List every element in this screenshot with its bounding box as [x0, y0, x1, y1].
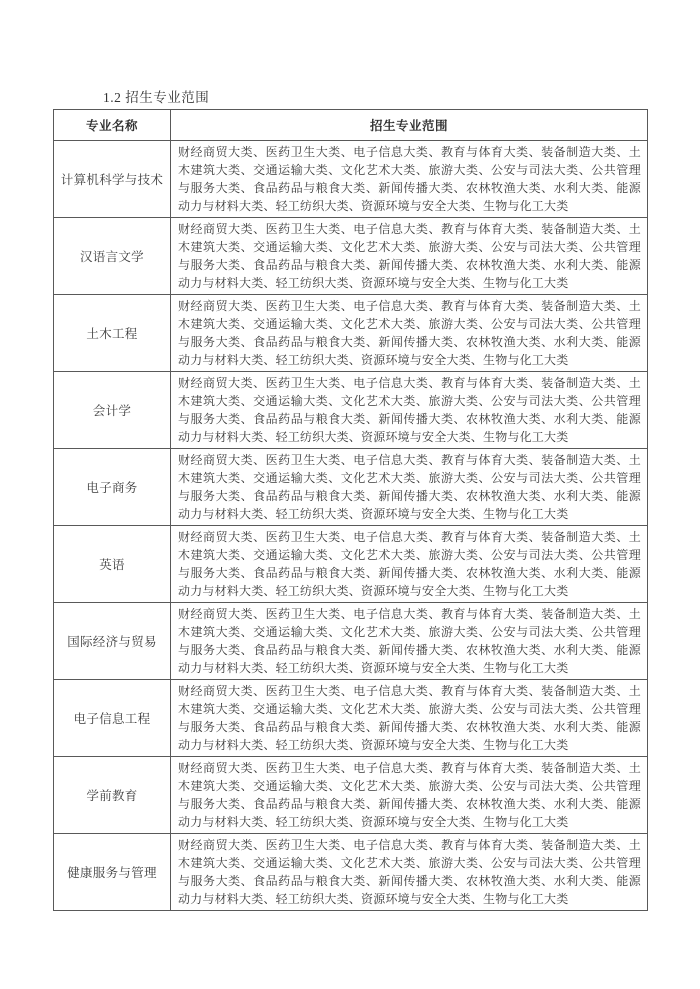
- scope-cell: 财经商贸大类、医药卫生大类、电子信息大类、教育与体育大类、装备制造大类、土木建筑大类、交通运输大类、文化艺术大类、旅游大类、公安与司法大类、公共管理与服务大类、食品药品与粮食大类、新闻传播大类、农林牧渔大类、水利大类、能源动力与材料大类、轻工纺织大类、资源环境与安全大类、生物与化工大类: [171, 295, 648, 372]
- major-name-cell: 计算机科学与技术: [54, 141, 171, 218]
- table-row: [54, 372, 648, 449]
- scope-cell: 财经商贸大类、医药卫生大类、电子信息大类、教育与体育大类、装备制造大类、土木建筑大类、交通运输大类、文化艺术大类、旅游大类、公安与司法大类、公共管理与服务大类、食品药品与粮食大类、新闻传播大类、农林牧渔大类、水利大类、能源动力与材料大类、轻工纺织大类、资源环境与安全大类、生物与化工大类: [171, 603, 648, 680]
- major-name-cell: 汉语言文学: [54, 218, 171, 295]
- table-row: [54, 680, 648, 757]
- table-row: [54, 757, 648, 834]
- scope-cell: 财经商贸大类、医药卫生大类、电子信息大类、教育与体育大类、装备制造大类、土木建筑大类、交通运输大类、文化艺术大类、旅游大类、公安与司法大类、公共管理与服务大类、食品药品与粮食大类、新闻传播大类、农林牧渔大类、水利大类、能源动力与材料大类、轻工纺织大类、资源环境与安全大类、生物与化工大类: [171, 141, 648, 218]
- scope-cell: 财经商贸大类、医药卫生大类、电子信息大类、教育与体育大类、装备制造大类、土木建筑大类、交通运输大类、文化艺术大类、旅游大类、公安与司法大类、公共管理与服务大类、食品药品与粮食大类、新闻传播大类、农林牧渔大类、水利大类、能源动力与材料大类、轻工纺织大类、资源环境与安全大类、生物与化工大类: [171, 218, 648, 295]
- section-title: 1.2 招生专业范围: [103, 90, 210, 105]
- scope-cell: 财经商贸大类、医药卫生大类、电子信息大类、教育与体育大类、装备制造大类、土木建筑大类、交通运输大类、文化艺术大类、旅游大类、公安与司法大类、公共管理与服务大类、食品药品与粮食大类、新闻传播大类、农林牧渔大类、水利大类、能源动力与材料大类、轻工纺织大类、资源环境与安全大类、生物与化工大类: [171, 526, 648, 603]
- major-name-cell: 土木工程: [54, 295, 171, 372]
- scope-cell: 财经商贸大类、医药卫生大类、电子信息大类、教育与体育大类、装备制造大类、土木建筑大类、交通运输大类、文化艺术大类、旅游大类、公安与司法大类、公共管理与服务大类、食品药品与粮食大类、新闻传播大类、农林牧渔大类、水利大类、能源动力与材料大类、轻工纺织大类、资源环境与安全大类、生物与化工大类: [171, 757, 648, 834]
- major-name-cell: 学前教育: [54, 757, 171, 834]
- major-name-cell: 英语: [54, 526, 171, 603]
- scope-cell: 财经商贸大类、医药卫生大类、电子信息大类、教育与体育大类、装备制造大类、土木建筑大类、交通运输大类、文化艺术大类、旅游大类、公安与司法大类、公共管理与服务大类、食品药品与粮食大类、新闻传播大类、农林牧渔大类、水利大类、能源动力与材料大类、轻工纺织大类、资源环境与安全大类、生物与化工大类: [171, 834, 648, 911]
- column-header-scope: 招生专业范围: [171, 110, 648, 141]
- major-name-cell: 电子信息工程: [54, 680, 171, 757]
- scope-cell: 财经商贸大类、医药卫生大类、电子信息大类、教育与体育大类、装备制造大类、土木建筑大类、交通运输大类、文化艺术大类、旅游大类、公安与司法大类、公共管理与服务大类、食品药品与粮食大类、新闻传播大类、农林牧渔大类、水利大类、能源动力与材料大类、轻工纺织大类、资源环境与安全大类、生物与化工大类: [171, 680, 648, 757]
- enrollment-scope-table: [53, 109, 648, 911]
- table-row: [54, 295, 648, 372]
- column-header-major-name: 专业名称: [54, 110, 171, 141]
- table-row: [54, 834, 648, 911]
- scope-cell: 财经商贸大类、医药卫生大类、电子信息大类、教育与体育大类、装备制造大类、土木建筑大类、交通运输大类、文化艺术大类、旅游大类、公安与司法大类、公共管理与服务大类、食品药品与粮食大类、新闻传播大类、农林牧渔大类、水利大类、能源动力与材料大类、轻工纺织大类、资源环境与安全大类、生物与化工大类: [171, 372, 648, 449]
- scope-cell: 财经商贸大类、医药卫生大类、电子信息大类、教育与体育大类、装备制造大类、土木建筑大类、交通运输大类、文化艺术大类、旅游大类、公安与司法大类、公共管理与服务大类、食品药品与粮食大类、新闻传播大类、农林牧渔大类、水利大类、能源动力与材料大类、轻工纺织大类、资源环境与安全大类、生物与化工大类: [171, 449, 648, 526]
- table-row: [54, 449, 648, 526]
- table-row: [54, 603, 648, 680]
- major-name-cell: 会计学: [54, 372, 171, 449]
- table-row: [54, 218, 648, 295]
- table-row: [54, 526, 648, 603]
- major-name-cell: 国际经济与贸易: [54, 603, 171, 680]
- major-name-cell: 健康服务与管理: [54, 834, 171, 911]
- major-name-cell: 电子商务: [54, 449, 171, 526]
- table-row: [54, 141, 648, 218]
- table-header-row: [54, 110, 648, 141]
